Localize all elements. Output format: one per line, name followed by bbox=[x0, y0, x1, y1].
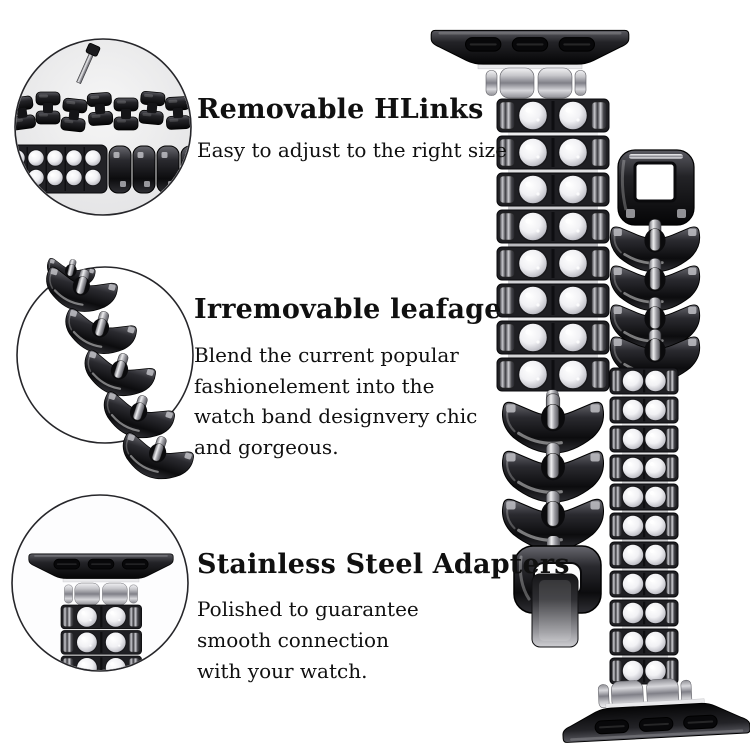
callout-leafage-line: and gorgeous. bbox=[194, 434, 339, 459]
callout-leafage bbox=[194, 292, 502, 462]
callout-adapters bbox=[197, 547, 570, 687]
leafage-links-closeup-image bbox=[17, 254, 197, 489]
callout-adapters-heading: Stainless Steel Adapters bbox=[197, 549, 570, 580]
rhinestone-strip bbox=[6, 145, 107, 193]
removable-hlinks-closeup-image bbox=[6, 39, 203, 215]
callout-leafage-line: fashionelement into the bbox=[194, 373, 435, 398]
callout-leafage-heading: Irremovable leafage bbox=[194, 294, 502, 325]
callout-adapters-line: with your watch. bbox=[197, 659, 368, 683]
leafage-links-side bbox=[610, 219, 699, 381]
adapter-bottom bbox=[561, 696, 750, 742]
callout-adapters-line: Polished to guarantee bbox=[197, 597, 419, 621]
clasp-frame-top bbox=[618, 150, 694, 225]
callout-adapters-line: smooth connection bbox=[197, 628, 389, 652]
stainless-steel-adapter-closeup-image bbox=[12, 495, 188, 705]
callout-leafage-line: Blend the current popular bbox=[194, 343, 459, 367]
callout-hlinks bbox=[197, 92, 507, 166]
callout-hlinks-line: Easy to adjust to the right size bbox=[197, 138, 507, 162]
leafage-links-front bbox=[502, 394, 603, 550]
callout-hlinks-heading: Removable HLinks bbox=[197, 94, 484, 125]
callout-leafage-line: watch band designvery chic bbox=[194, 404, 478, 428]
rhinestone-rows-side bbox=[610, 368, 678, 684]
adapter-top bbox=[431, 30, 629, 68]
